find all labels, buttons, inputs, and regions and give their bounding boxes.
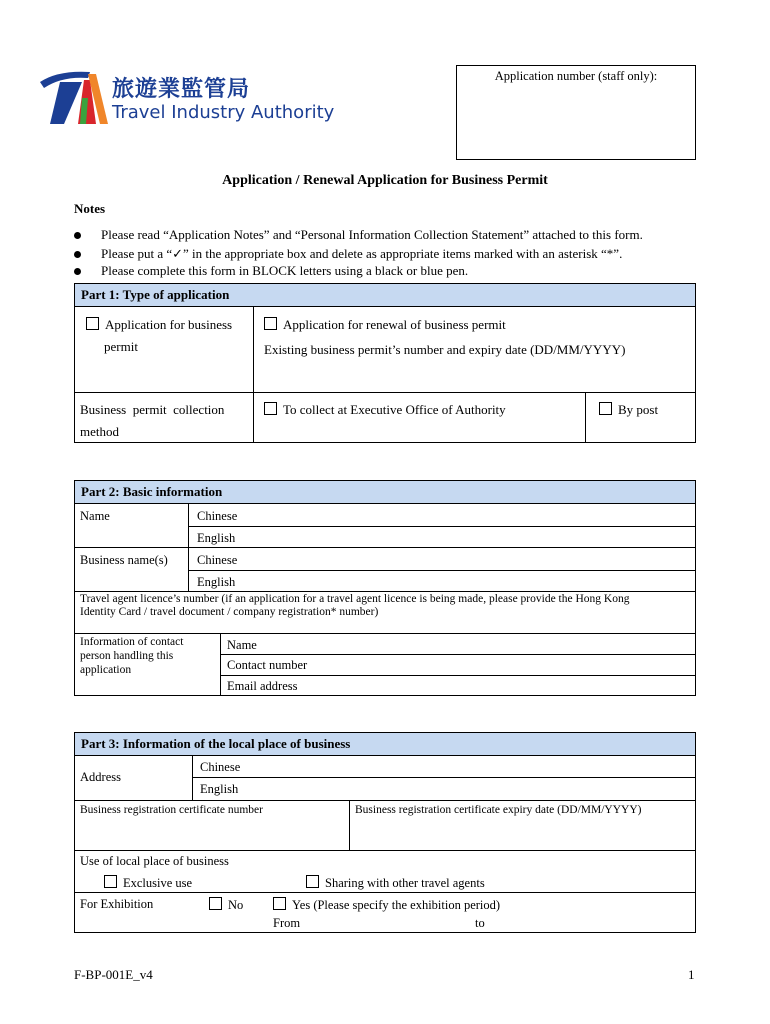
business-name-label: Business name(s) — [80, 553, 168, 567]
exhibition-yes-option[interactable]: Yes (Please specify the exhibition period) — [273, 897, 500, 913]
checkbox-icon[interactable] — [104, 875, 117, 888]
part3-heading: Part 3: Information of the local place of business — [74, 732, 696, 756]
part2-divider — [220, 654, 696, 655]
part3-divider — [74, 800, 696, 801]
email-field[interactable]: Email address — [227, 679, 298, 693]
part2-divider — [220, 675, 696, 676]
notes-item: Please read “Application Notes” and “Personal Information Collection Statement” attached to this form. — [101, 227, 643, 242]
page-number: 1 — [688, 967, 695, 982]
notes-heading: Notes — [74, 201, 106, 216]
name-english-field[interactable]: English — [197, 531, 236, 545]
exclusive-use-option[interactable]: Exclusive use — [104, 875, 192, 891]
collection-method-label: Business permit collection — [80, 402, 225, 417]
checkbox-icon[interactable] — [209, 897, 222, 910]
business-name-chinese-field[interactable]: Chinese — [197, 553, 238, 567]
checkbox-icon[interactable] — [86, 317, 99, 330]
address-english-field[interactable]: English — [200, 782, 239, 796]
contact-number-field[interactable]: Contact number — [227, 658, 308, 672]
part3-divider — [192, 777, 696, 778]
address-chinese-field[interactable]: Chinese — [200, 760, 241, 774]
logo-english-name: Travel Industry Authority — [112, 102, 335, 123]
exhibition-from-field[interactable]: From — [273, 916, 301, 930]
exhibition-to-field[interactable]: to — [475, 916, 485, 930]
part1-divider — [74, 392, 696, 393]
collection-method-label-line2: method — [80, 424, 119, 439]
licence-number-label-line2: Identity Card / travel document / company registration* number) — [80, 606, 379, 618]
contact-name-field[interactable]: Name — [227, 638, 257, 652]
page-title: Application / Renewal Application for Business Permit — [222, 173, 548, 188]
part2-heading: Part 2: Basic information — [74, 480, 696, 504]
bullet-icon — [74, 268, 81, 275]
collect-office-option[interactable]: To collect at Executive Office of Authority — [264, 402, 506, 418]
licence-number-label: Travel agent licence’s number (if an application for a travel agent licence is being made, please provide the Hong Kong — [80, 593, 630, 605]
contact-person-label: Information of contact — [80, 636, 184, 648]
part3-divider — [349, 800, 350, 850]
part1-divider — [585, 392, 586, 443]
bullet-icon — [74, 251, 81, 258]
part2-divider — [188, 570, 696, 571]
exhibition-no-option[interactable]: No — [209, 897, 243, 913]
notes-item: Please complete this form in BLOCK letters using a black or blue pen. — [101, 263, 469, 278]
name-chinese-field[interactable]: Chinese — [197, 509, 238, 523]
application-permit-option-line2: permit — [104, 339, 138, 354]
by-post-option[interactable]: By post — [599, 402, 658, 418]
bullet-icon — [74, 232, 81, 239]
part3-divider — [74, 892, 696, 893]
br-number-field[interactable]: Business registration certificate number — [80, 804, 263, 816]
part3-divider — [74, 850, 696, 851]
application-permit-option[interactable]: Application for business — [86, 317, 232, 333]
use-of-place-label: Use of local place of business — [80, 854, 229, 868]
sharing-option[interactable]: Sharing with other travel agents — [306, 875, 485, 891]
staff-application-number-box[interactable] — [456, 65, 696, 160]
part2-divider — [220, 633, 221, 696]
part1-divider — [253, 306, 254, 443]
authority-logo — [38, 68, 338, 128]
exhibition-label: For Exhibition — [80, 897, 154, 911]
br-expiry-field[interactable]: Business registration certificate expiry date (DD/MM/YYYY) — [355, 804, 642, 816]
checkbox-icon[interactable] — [306, 875, 319, 888]
renewal-option[interactable]: Application for renewal of business permit — [264, 317, 506, 333]
part2-divider — [188, 526, 696, 527]
form-code: F-BP-001E_v4 — [74, 967, 153, 982]
checkbox-icon[interactable] — [599, 402, 612, 415]
part2-divider — [74, 547, 696, 548]
part2-divider — [74, 633, 696, 634]
part2-divider — [74, 591, 696, 592]
business-name-english-field[interactable]: English — [197, 575, 236, 589]
existing-permit-label: Existing business permit’s number and expiry date (DD/MM/YYYY) — [264, 342, 626, 357]
notes-item: Please put a “✓” in the appropriate box and delete as appropriate items marked with an asterisk “*”. — [101, 246, 623, 261]
logo-chinese-name: 旅遊業監管局 — [112, 77, 251, 102]
checkbox-icon[interactable] — [264, 402, 277, 415]
part1-heading: Part 1: Type of application — [74, 283, 696, 307]
checkbox-icon[interactable] — [273, 897, 286, 910]
checkbox-icon[interactable] — [264, 317, 277, 330]
contact-person-label-line3: application — [80, 664, 132, 676]
contact-person-label-line2: person handling this — [80, 650, 174, 662]
name-label: Name — [80, 509, 110, 523]
staff-box-label: Application number (staff only): — [494, 69, 658, 83]
authority-logo-icon — [38, 68, 110, 126]
address-label: Address — [80, 770, 121, 784]
